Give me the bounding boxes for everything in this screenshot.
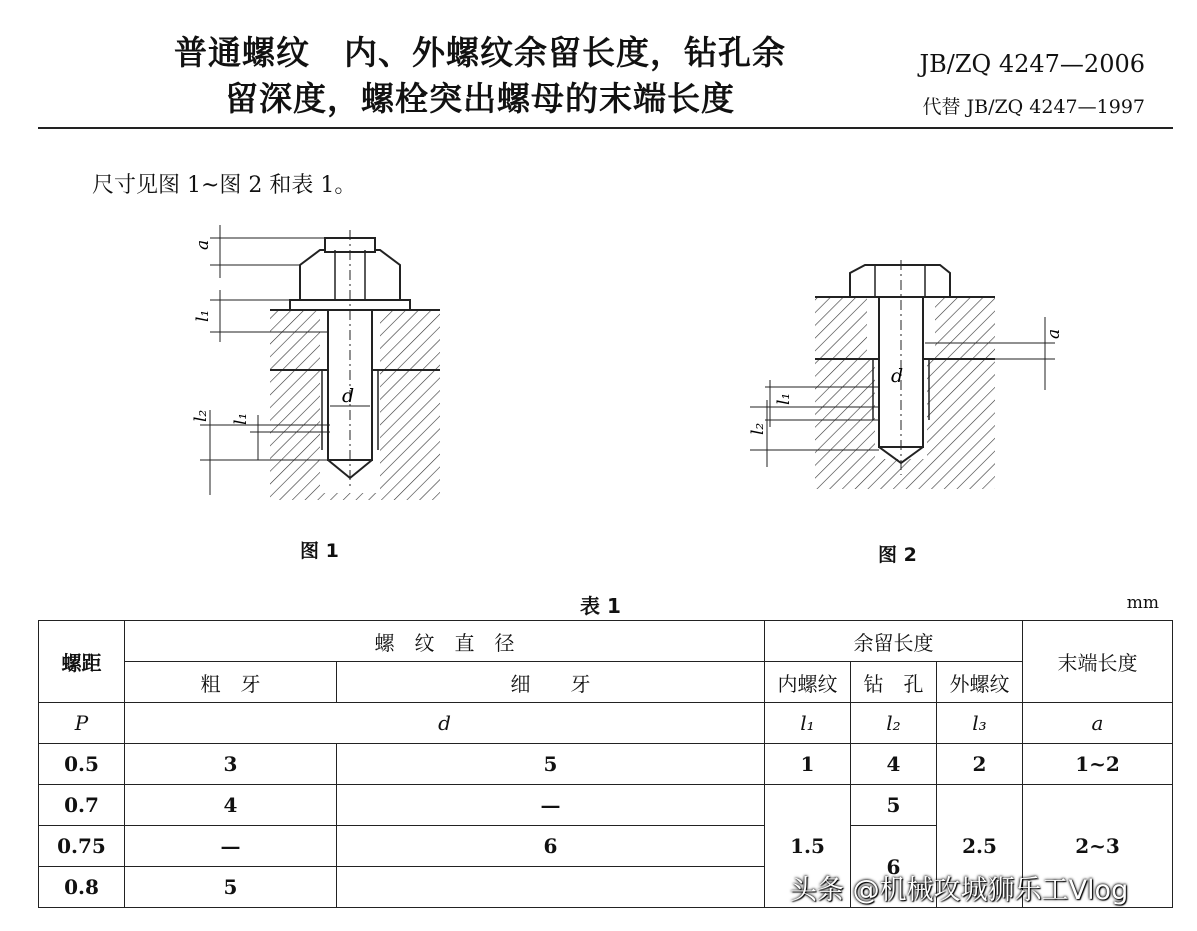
fig1-label-a: a — [193, 239, 213, 250]
replaces-code: 代替 JB/ZQ 4247—1997 — [922, 96, 1145, 118]
fig1-label-l1-top: l₁ — [193, 309, 213, 322]
cell-pitch: 0.8 — [39, 867, 125, 908]
figure-2-caption: 图 2 — [878, 544, 917, 566]
header-internal: 内螺纹 — [765, 662, 851, 703]
cell-pitch: 0.5 — [39, 744, 125, 785]
cell-a: 1~2 — [1023, 744, 1173, 785]
title-line-1: 普通螺纹 内、外螺纹余留长度，钻孔余 — [174, 33, 786, 72]
cell-coarse: 5 — [125, 867, 337, 908]
cell-fine: 5 — [337, 744, 765, 785]
symbol-l2: l₂ — [851, 703, 937, 744]
symbol-l3: l₃ — [937, 703, 1023, 744]
cell-fine: 6 — [337, 826, 765, 867]
cell-a-merged: 2~3 — [1023, 785, 1173, 908]
table-unit: mm — [1126, 593, 1159, 613]
intro-text: 尺寸见图 1~图 2 和表 1。 — [92, 173, 357, 198]
standard-code: JB/ZQ 4247—2006 — [919, 50, 1145, 78]
symbol-p: P — [39, 703, 125, 744]
cell-fine: — — [337, 785, 765, 826]
cell-l3-merged: 2.5 — [937, 785, 1023, 908]
cell-l1-merged: 1.5 — [765, 785, 851, 908]
cell-l3: 2 — [937, 744, 1023, 785]
header-row-2 — [39, 662, 1173, 703]
header-rule — [38, 127, 1173, 129]
figure-1-caption: 图 1 — [300, 540, 339, 562]
table-row — [39, 785, 1173, 826]
document-title — [130, 30, 830, 122]
cell-coarse: — — [125, 826, 337, 867]
cell-pitch: 0.7 — [39, 785, 125, 826]
header-pitch: 螺距 — [39, 621, 125, 703]
header-thread-diameter: 螺 纹 直 径 — [125, 621, 765, 662]
fig1-label-l2: l₂ — [191, 409, 211, 422]
fig2-label-a: a — [1044, 328, 1064, 339]
header-drill: 钻 孔 — [851, 662, 937, 703]
figure-1 — [190, 220, 460, 520]
title-line-2: 留深度，螺栓突出螺母的末端长度 — [225, 79, 735, 118]
symbol-l1: l₁ — [765, 703, 851, 744]
fig1-drawing — [200, 225, 440, 500]
header-coarse: 粗 牙 — [125, 662, 337, 703]
cell-pitch: 0.75 — [39, 826, 125, 867]
fig2-label-l2: l₂ — [748, 422, 768, 435]
cell-l2: 5 — [851, 785, 937, 826]
symbol-a: a — [1023, 703, 1173, 744]
fig2-label-d: d — [891, 365, 904, 387]
header-remaining-length: 余留长度 — [765, 621, 1023, 662]
symbol-d: d — [125, 703, 765, 744]
header-external: 外螺纹 — [937, 662, 1023, 703]
header-row-1 — [39, 621, 1173, 662]
fig2-label-l1: l₁ — [774, 392, 794, 405]
table-row — [39, 744, 1173, 785]
figure-2 — [745, 255, 1065, 495]
header-fine: 细 牙 — [337, 662, 765, 703]
cell-l1: 1 — [765, 744, 851, 785]
cell-l2: 4 — [851, 744, 937, 785]
thread-table — [38, 620, 1173, 908]
header-end-length: 末端长度 — [1023, 621, 1173, 703]
table-caption: 表 1 — [580, 594, 621, 618]
cell-fine — [337, 867, 765, 908]
watermark: 头条 @机械攻城狮乐工Vlog — [790, 875, 1129, 906]
fig1-label-d: d — [342, 385, 355, 407]
fig1-label-l1: l₁ — [231, 412, 251, 425]
cell-coarse: 3 — [125, 744, 337, 785]
cell-coarse: 4 — [125, 785, 337, 826]
symbol-row — [39, 703, 1173, 744]
cell-l2-merged: 6 — [851, 826, 937, 908]
